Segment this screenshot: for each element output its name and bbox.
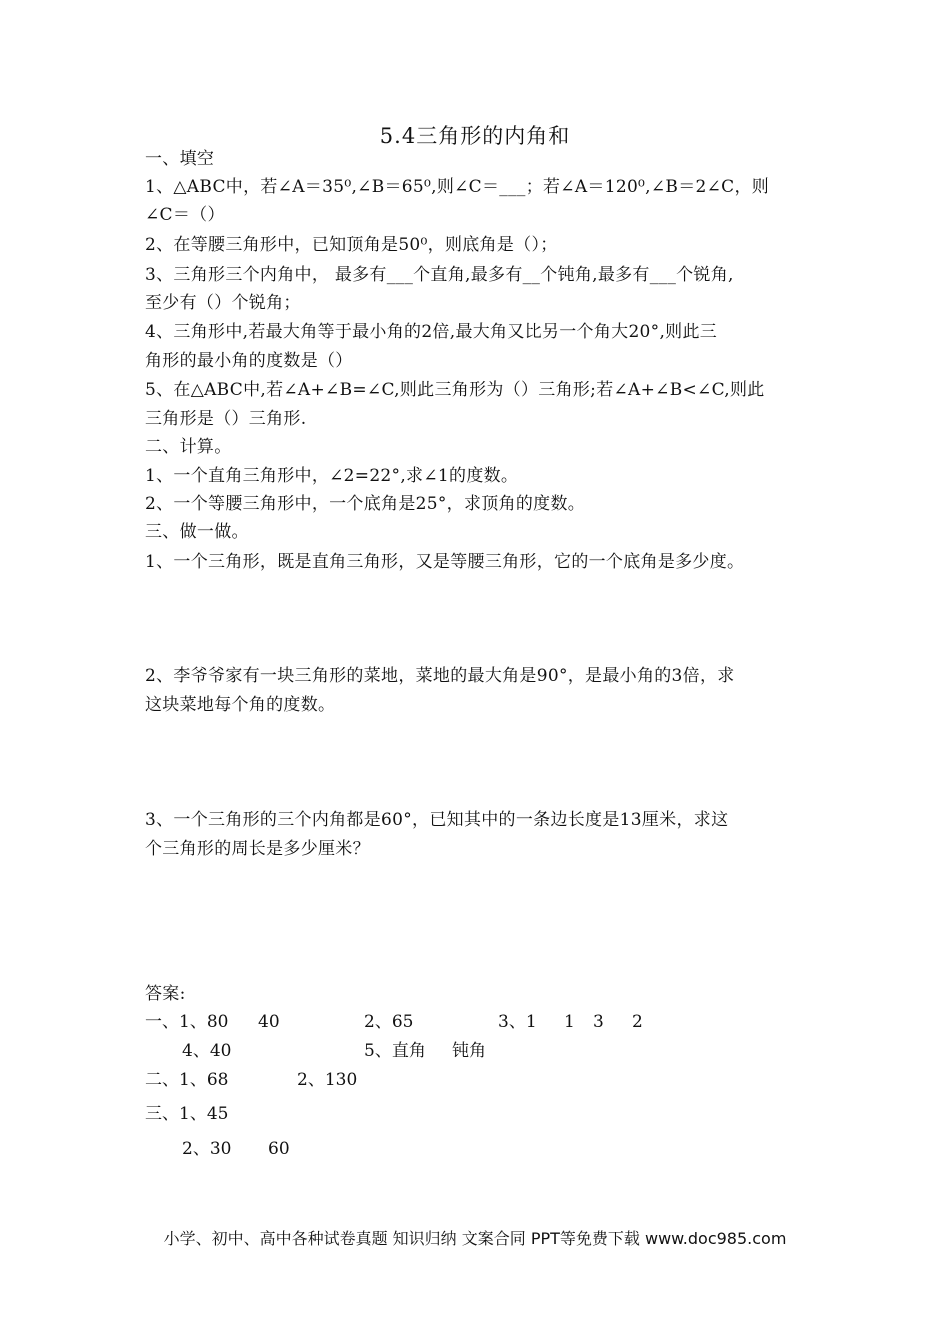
fill-line: 至少有（）个锐角；: [145, 293, 301, 313]
do-question-2-line: 2、李爷爷家有一块三角形的菜地，菜地的最大角是90°，是最小角的3倍，求: [145, 666, 735, 686]
calc-line: 1、一个直角三角形中，∠2=22°,求∠1的度数。: [145, 466, 519, 486]
do-question-1: 1、一个三角形，既是直角三角形，又是等腰三角形，它的一个底角是多少度。: [145, 552, 745, 572]
fill-line: ∠C＝（）: [145, 205, 225, 225]
fill-line: 1、△ABC中，若∠A＝35⁰,∠B＝65⁰,则∠C＝___；若∠A＝120⁰,∠B＝2∠C，则: [145, 177, 770, 197]
answer-item: 2、130: [297, 1070, 358, 1090]
section-heading-calc: 二、计算。: [145, 437, 232, 457]
answer-item: 一、1、80: [145, 1012, 229, 1032]
answer-item: 1: [564, 1012, 575, 1032]
section-heading-fill: 一、填空: [145, 149, 215, 169]
page-title: 5.4三角形的内角和: [379, 124, 571, 148]
answer-item: 4、40: [182, 1041, 232, 1061]
answer-item: 5、直角: [364, 1041, 426, 1061]
answer-item: 60: [268, 1139, 290, 1159]
answer-item: 2: [632, 1012, 643, 1032]
answer-item: 2、65: [364, 1012, 414, 1032]
answer-item: 三、1、45: [145, 1104, 229, 1124]
answer-item: 3、1: [498, 1012, 537, 1032]
answer-item: 二、1、68: [145, 1070, 229, 1090]
fill-line: 3、三角形三个内角中， 最多有___个直角,最多有__个钝角,最多有___个锐角,: [145, 265, 734, 285]
answer-item: 2、30: [182, 1139, 232, 1159]
do-question-3-line: 个三角形的周长是多少厘米？: [145, 839, 370, 859]
fill-line: 三角形是（）三角形.: [145, 409, 307, 429]
footer-banner: 小学、初中、高中各种试卷真题 知识归纳 文案合同 PPT等免费下载 www.doc985.com: [163, 1229, 787, 1248]
answer-item: 40: [258, 1012, 280, 1032]
answer-item: 钝角: [452, 1041, 486, 1061]
section-heading-do: 三、做一做。: [145, 522, 249, 542]
do-question-3-line: 3、一个三角形的三个内角都是60°，已知其中的一条边长度是13厘米，求这: [145, 810, 729, 830]
fill-line: 角形的最小角的度数是（）: [145, 351, 353, 371]
fill-line: 4、三角形中,若最大角等于最小角的2倍,最大角又比另一个角大20°,则此三: [145, 322, 718, 342]
do-question-2-line: 这块菜地每个角的度数。: [145, 695, 336, 715]
answer-item: 3: [593, 1012, 604, 1032]
answers-heading: 答案:: [145, 984, 186, 1004]
fill-line: 5、在△ABC中,若∠A+∠B=∠C,则此三角形为（）三角形;若∠A+∠B<∠C,则此: [145, 380, 765, 400]
fill-line: 2、在等腰三角形中，已知顶角是50⁰，则底角是（）；: [145, 235, 558, 255]
calc-line: 2、一个等腰三角形中，一个底角是25°，求顶角的度数。: [145, 494, 586, 514]
